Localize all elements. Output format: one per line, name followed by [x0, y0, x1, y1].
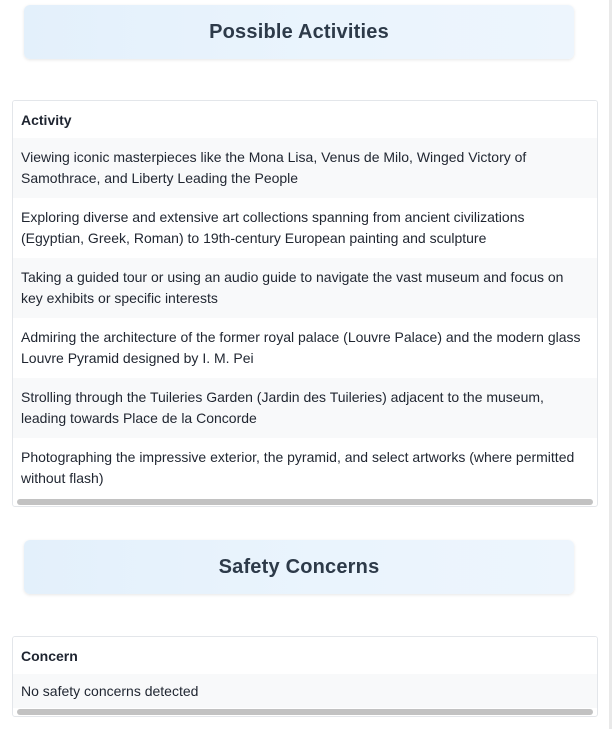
table-row: No safety concerns detected	[13, 674, 597, 708]
activities-horizontal-scrollbar[interactable]	[13, 498, 597, 506]
scrollbar-thumb[interactable]	[17, 709, 593, 715]
safety-table-header	[13, 637, 597, 674]
safety-table	[12, 636, 598, 717]
activities-table	[12, 100, 598, 507]
scrollbar-thumb[interactable]	[17, 499, 593, 505]
activity-column-header: Activity	[21, 111, 72, 128]
safety-header	[24, 540, 574, 594]
concern-column-header: Concern	[21, 647, 78, 664]
table-row: Taking a guided tour or using an audio guide to navigate the vast museum and focus on key exhibits or specific interests	[13, 258, 597, 318]
table-row: Photographing the impressive exterior, the pyramid, and select artworks (where permitted without flash)	[13, 438, 597, 498]
activities-header	[24, 5, 574, 59]
table-row: Viewing iconic masterpieces like the Mona Lisa, Venus de Milo, Winged Victory of Samothrace, and Liberty Leading the People	[13, 138, 597, 198]
activities-table-header	[13, 101, 597, 138]
table-row: Strolling through the Tuileries Garden (Jardin des Tuileries) adjacent to the museum, leading towards Place de la Concorde	[13, 378, 597, 438]
safety-horizontal-scrollbar[interactable]	[13, 708, 597, 716]
table-row: Admiring the architecture of the former royal palace (Louvre Palace) and the modern glass Louvre Pyramid designed by I. M. Pei	[13, 318, 597, 378]
safety-title: Safety Concerns	[218, 555, 380, 578]
activities-title: Possible Activities	[209, 20, 389, 43]
table-row: Exploring diverse and extensive art collections spanning from ancient civilizations (Egyptian, Greek, Roman) to 19th-century European painting and sculpture	[13, 198, 597, 258]
